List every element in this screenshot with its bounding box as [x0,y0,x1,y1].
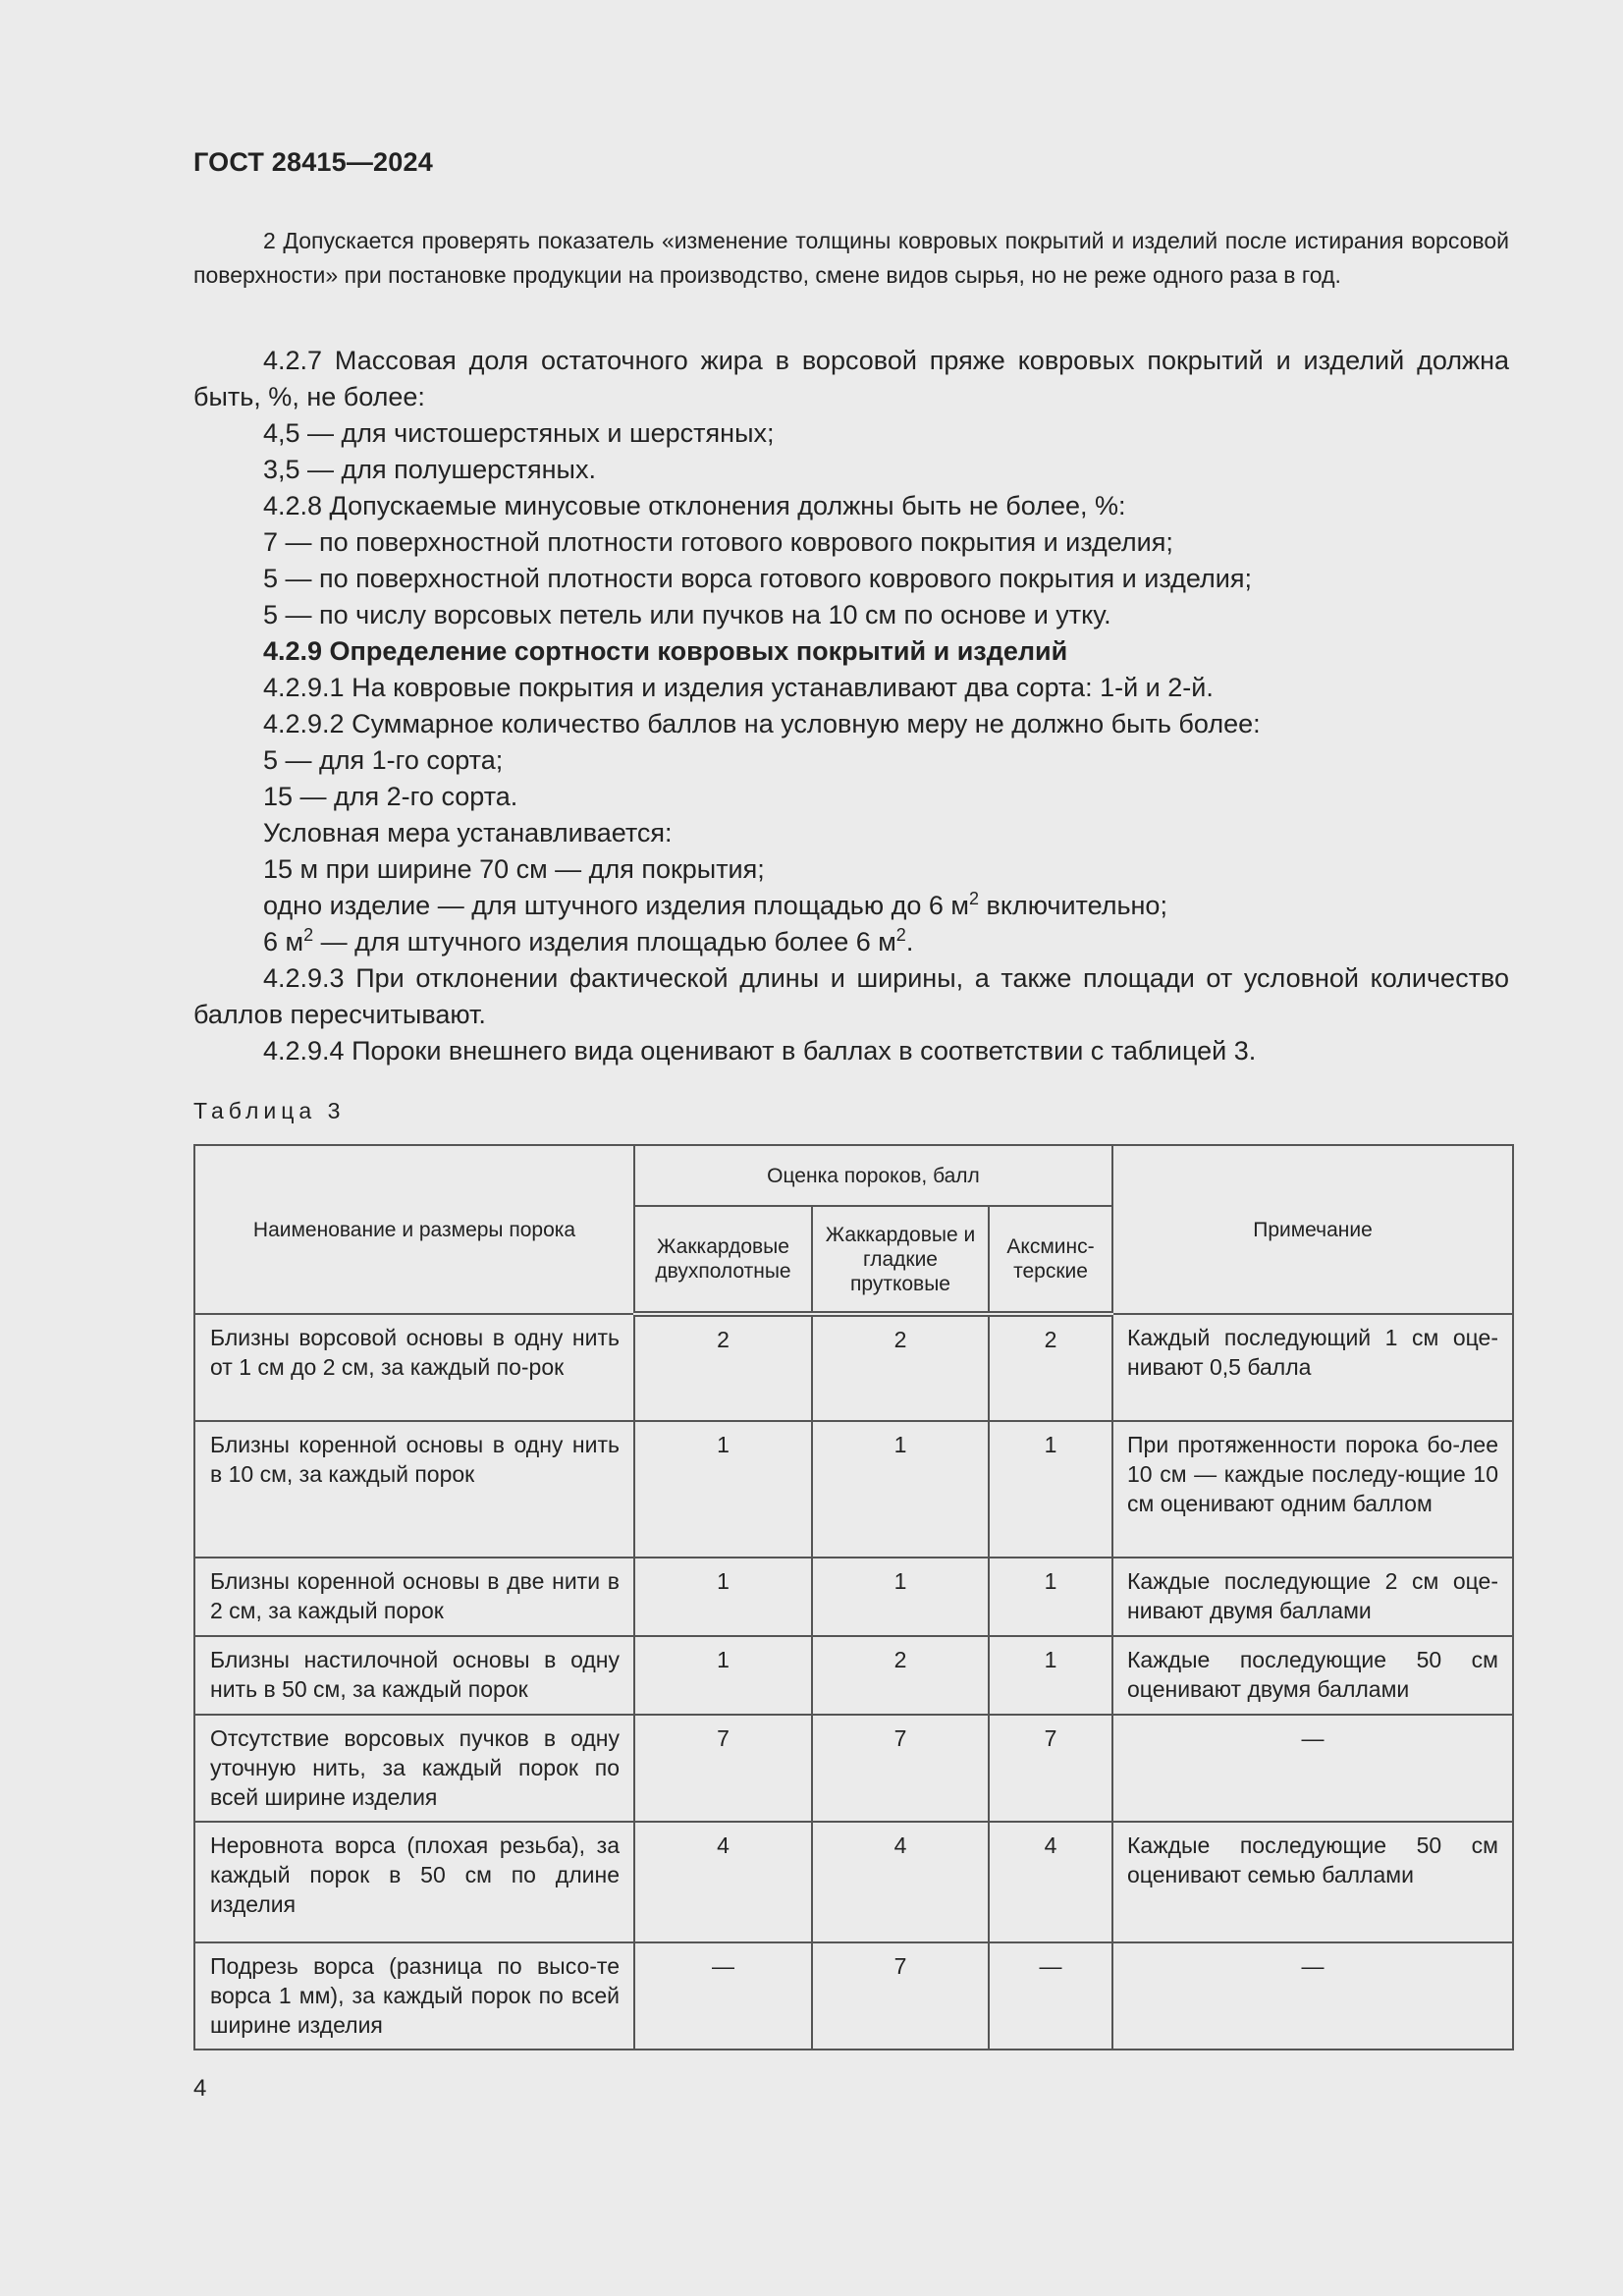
cell-value: 2 [812,1636,989,1715]
cell-value: 1 [812,1558,989,1636]
cell-value: 2 [989,1314,1112,1421]
superscript: 2 [895,925,906,945]
clause-4-2-9-2: 4.2.9.2 Суммарное количество баллов на условную меру не должно быть более: [263,709,1261,738]
list-item: 4,5 — для чистошерстяных и шерстяных; [263,418,775,448]
text-span: одно изделие — для штучного изделия площадью до 6 м [263,891,969,920]
cell-note: Каждые последующие 50 см оценивают семью баллами [1112,1822,1513,1942]
cell-name: Близны коренной основы в две нити в 2 см, за каждый порок [194,1558,634,1636]
cell-value: 1 [812,1421,989,1558]
cell-note: Каждые последующие 2 см оце-нивают двумя баллами [1112,1558,1513,1636]
header-name: Наименование и размеры порока [194,1145,634,1314]
header-col2: Жаккардовые и гладкие прутковые [812,1206,989,1314]
list-item: 5 — для 1-го сорта; [263,745,504,775]
cell-value: 2 [634,1314,812,1421]
cell-name: Отсутствие ворсовых пучков в одну уточную нить, за каждый порок по всей ширине изделия [194,1715,634,1822]
cell-value: 1 [634,1421,812,1558]
page-number: 4 [193,2075,207,2102]
cell-note: Каждый последующий 1 см оце-нивают 0,5 балла [1112,1314,1513,1421]
table-row [194,1421,1513,1558]
text-span: . [905,927,914,957]
text-span: включительно; [979,891,1167,920]
list-item: 15 — для 2-го сорта. [263,782,518,811]
header-col3: Аксминс-терские [989,1206,1112,1314]
cell-name: Неровнота ворса (плохая резьба), за каждый порок в 50 см по длине изделия [194,1822,634,1942]
cell-value: — [634,1942,812,2050]
header-col1: Жаккардовые двухполотные [634,1206,812,1314]
cell-value: 2 [812,1314,989,1421]
superscript: 2 [303,925,314,945]
cell-name: Близны ворсовой основы в одну нить от 1 см до 2 см, за каждый по-рок [194,1314,634,1421]
cell-value: 7 [634,1715,812,1822]
defects-table [193,1144,1514,2050]
cell-value: 7 [812,1715,989,1822]
clause-4-2-7: 4.2.7 Массовая доля остаточного жира в ворсовой пряже ковровых покрытий и изделий должна быть, %, не более: [193,346,1509,411]
cell-value: 7 [812,1942,989,2050]
clause-4-2-8: 4.2.8 Допускаемые минусовые отклонения должны быть не более, %: [263,491,1126,520]
cell-value: 1 [634,1558,812,1636]
cell-name: Близны коренной основы в одну нить в 10 см, за каждый порок [194,1421,634,1558]
table-row [194,1558,1513,1636]
cell-value: 1 [989,1636,1112,1715]
superscript: 2 [968,889,979,908]
document-header: ГОСТ 28415—2024 [193,147,433,177]
list-item: 5 — по числу ворсовых петель или пучков на 10 см по основе и утку. [263,600,1111,629]
text-span: 6 м [263,927,304,957]
table-row [194,1715,1513,1822]
cell-note: При протяженности порока бо-лее 10 см — каждые последу-ющие 10 см оценивают одним баллом [1112,1421,1513,1558]
cell-value: 7 [989,1715,1112,1822]
cell-note: — [1112,1942,1513,2050]
table-row [194,1314,1513,1421]
clause-4-2-9-3: 4.2.9.3 При отклонении фактической длины и ширины, а также площади от условной количество баллов пересчитывают. [193,963,1509,1029]
cell-name: Близны настилочной основы в одну нить в 50 см, за каждый порок [194,1636,634,1715]
cell-value: 4 [812,1822,989,1942]
list-item: 5 — по поверхностной плотности ворса готового коврового покрытия и изделия; [263,564,1252,593]
table-row [194,1636,1513,1715]
header-note: Примечание [1112,1145,1513,1314]
cell-value: 4 [634,1822,812,1942]
list-item: 7 — по поверхностной плотности готового коврового покрытия и изделия; [263,527,1173,557]
header-group: Оценка пороков, балл [634,1145,1112,1206]
clause-4-2-9-1: 4.2.9.1 На ковровые покрытия и изделия устанавливают два сорта: 1-й и 2-й. [263,673,1214,702]
table-3 [193,1144,1512,2050]
table-caption: Таблица 3 [193,1098,346,1123]
list-item: Условная мера устанавливается: [263,818,673,847]
list-item: 15 м при ширине 70 см — для покрытия; [263,854,765,884]
note-paragraph: 2 Допускается проверять показатель «изменение толщины ковровых покрытий и изделий после истирания ворсовой поверхности» при постановке продукции на производство, смене видов сырья, но не реже одного раза в год. [193,228,1509,288]
cell-value: 4 [989,1822,1112,1942]
list-item: 3,5 — для полушерстяных. [263,455,596,484]
clause-4-2-9-heading: 4.2.9 Определение сортности ковровых покрытий и изделий [263,636,1068,666]
body-text [193,343,1509,1069]
cell-note: — [1112,1715,1513,1822]
cell-value: 1 [989,1558,1112,1636]
cell-note: Каждые последующие 50 см оценивают двумя баллами [1112,1636,1513,1715]
cell-value: 1 [989,1421,1112,1558]
list-item [193,924,1509,960]
cell-name: Подрезь ворса (разница по высо-те ворса 1 мм), за каждый порок по всей ширине изделия [194,1942,634,2050]
text-span: — для штучного изделия площадью более 6 м [313,927,896,957]
table-row [194,1942,1513,2050]
table-row [194,1822,1513,1942]
cell-value: 1 [634,1636,812,1715]
clause-4-2-9-4: 4.2.9.4 Пороки внешнего вида оценивают в баллах в соответствии с таблицей 3. [263,1036,1257,1066]
list-item [193,888,1509,924]
cell-value: — [989,1942,1112,2050]
